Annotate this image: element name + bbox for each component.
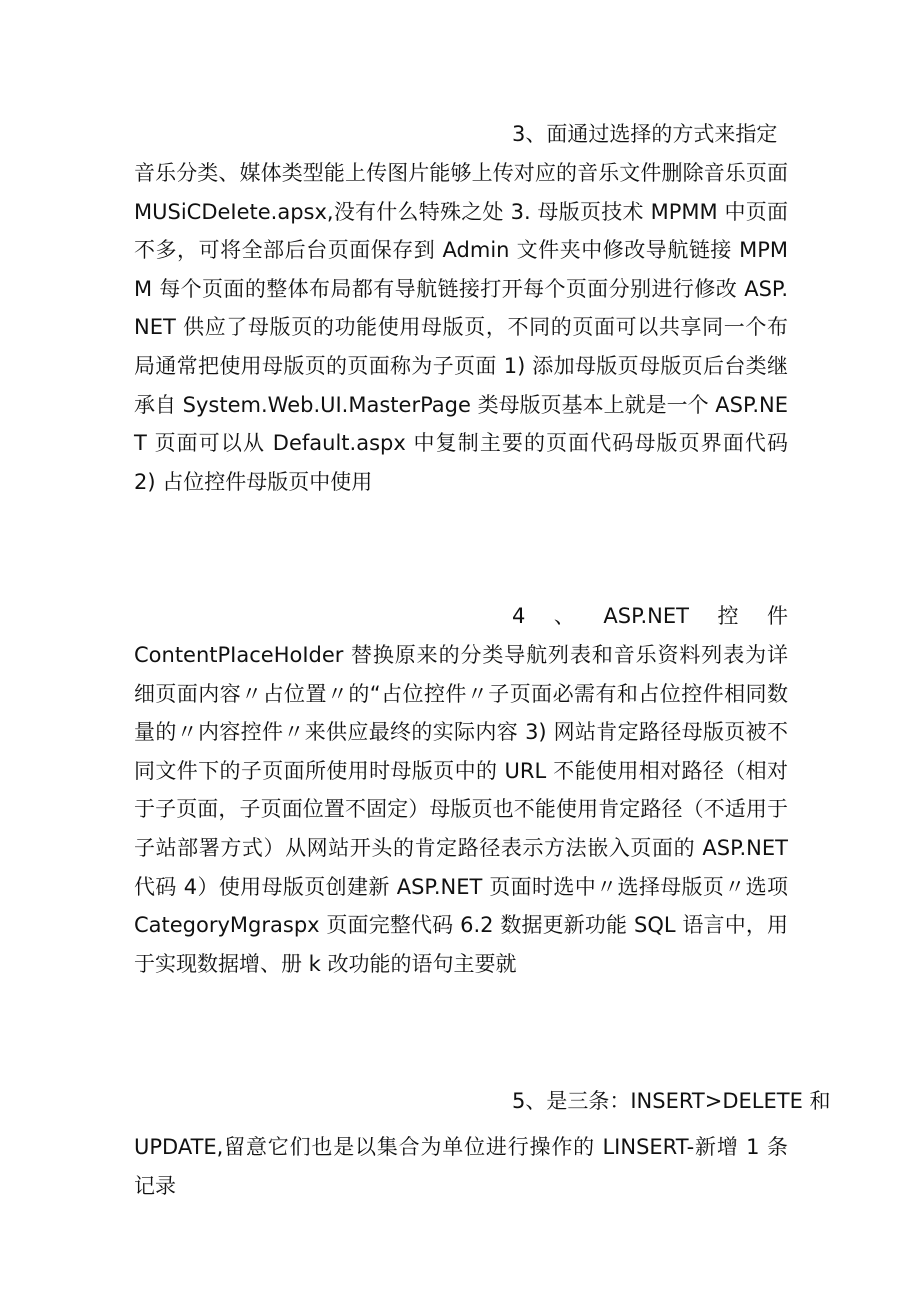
paragraph-2-lead-char-1: 控 (717, 604, 739, 628)
paragraph-2-lead (512, 597, 788, 636)
paragraph-2-body: ContentPIaceHoIder 替换原来的分类导航列表和音乐资料列表为详细页面内容〃占位置〃的“占位控件〃子页面必需有和占位控件相同数量的〃内容控件〃来供应最终的实际内容 3) 网站肯定路径母版页被不同文件下的子页面所使用时母版页中的 URL 不能使用相对路径（相对于子页面，子页面位置不固定）母版页也不能使用肯定路径（不适用于子站部署方式）从网站开头的肯定路径表示方法嵌入页面的 ASP.NET 代码 4）使用母版页创建新 ASP.NET 页面时选中〃选择母版页〃选项 CategoryMgraspx 页面完整代码 6.2 数据更新功能 SQL 语言中，用于实现数据增、册 k 改功能的语句主要就 (134, 643, 788, 976)
paragraph-1-lead: 3、面通过选择的方式来指定 (512, 122, 778, 146)
paragraph-3-body: UPDATE,留意它们也是以集合为单位进行操作的 LINSERT-新增 1 条记录 (134, 1135, 788, 1198)
paragraph-3-lead: 5、是三条：INSERT>DELETE 和 (512, 1089, 831, 1113)
paragraph-2-lead-separator: 、 (553, 604, 575, 628)
paragraph-2-lead-number: 4 (512, 604, 526, 628)
paragraph-1-body: 音乐分类、媒体类型能上传图片能够上传对应的音乐文件删除音乐页面 MUSiCDeIete.apsx,没有什么特殊之处 3. 母版页技术 MPMM 中页面不多，可将全部后台页面保存到 Admin 文件夹中修改导航链接 MPMM 每个页面的整体布局都有导航链接打开每个页面分别进行修改 ASP.NET 供应了母版页的功能使用母版页，不同的页面可以共享同一个布局通常把使用母版页的页面称为子页面 1) 添加母版页母版页后台类继承自 System.Web.UI.MasterPage 类母版页基本上就是一个 ASP.NET 页面可以从 Default.aspx 中复制主要的页面代码母版页界面代码 2) 占位控件母版页中使用 (134, 161, 789, 494)
paragraph-2-lead-term: ASP.NET (603, 604, 689, 628)
paragraph-2-lead-char-2: 件 (766, 604, 788, 628)
